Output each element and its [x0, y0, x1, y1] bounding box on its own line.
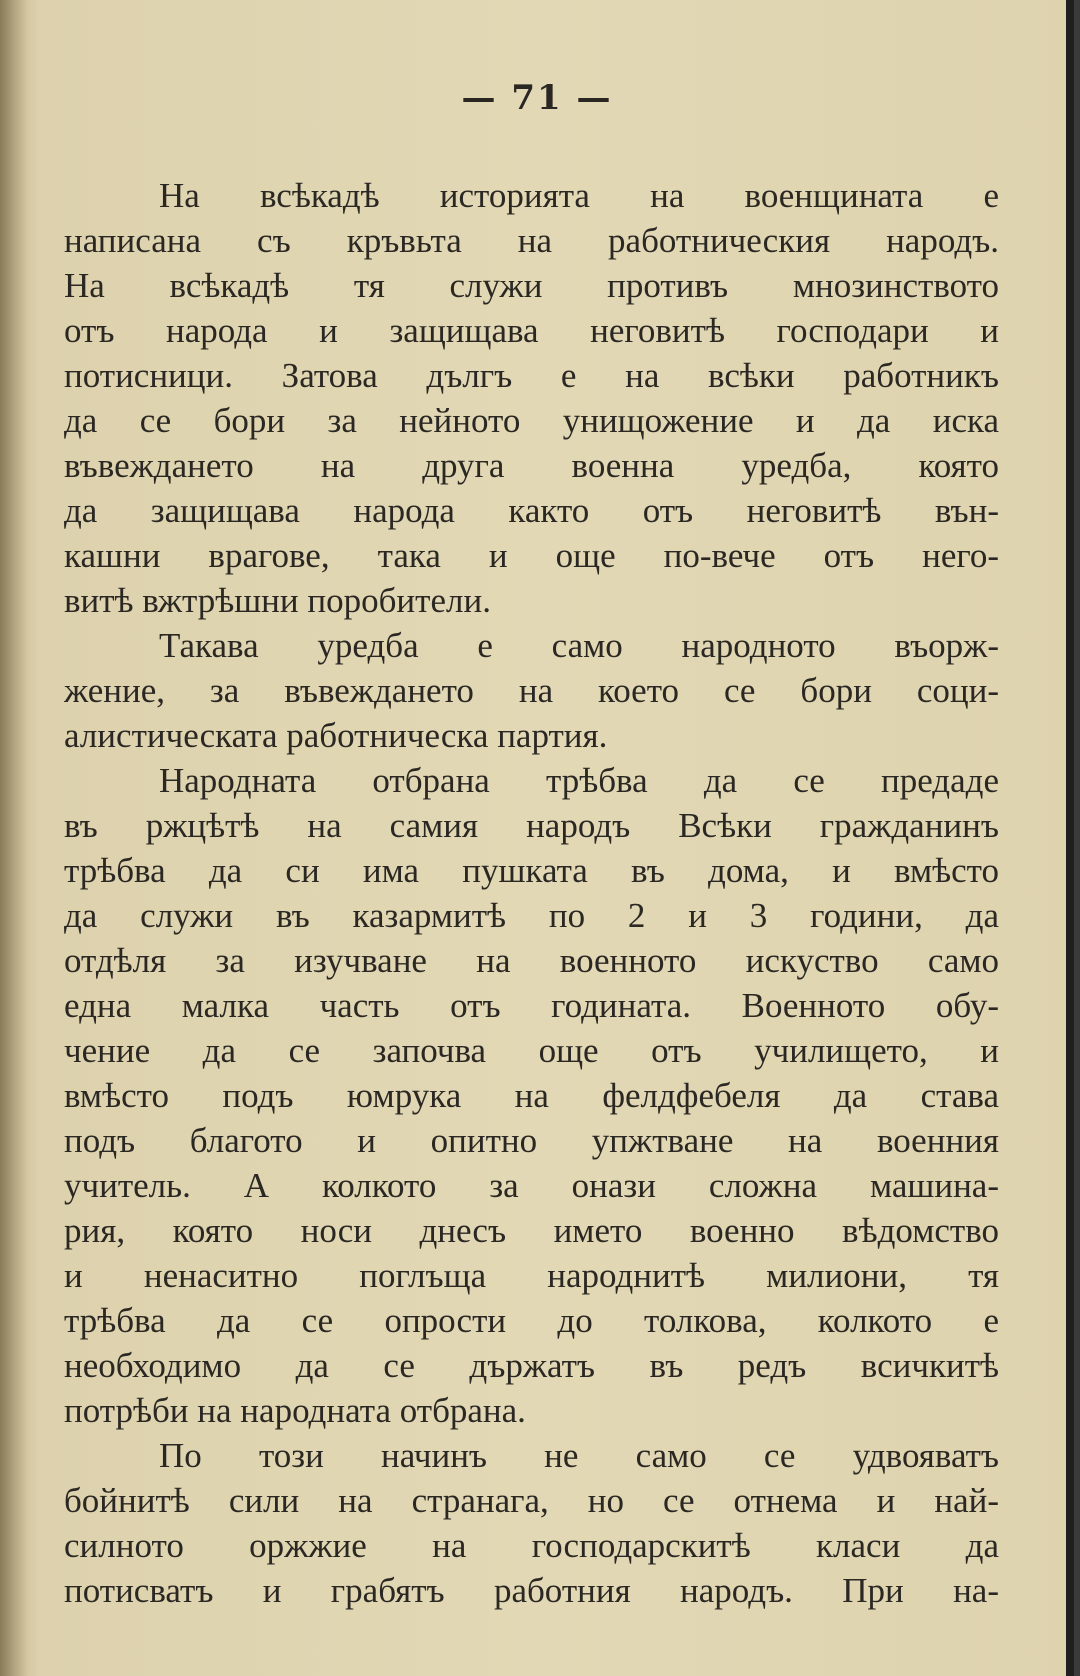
- text-line: На всѣкадѣ историята на военщината е: [159, 176, 999, 215]
- text-line: трѣбва да си има пушката въ дома, и вмѣсто: [64, 851, 999, 890]
- text-line: бойнитѣ сили на странага, но се отнема и най-: [64, 1481, 999, 1520]
- text-line: трѣбва да се опрости до толкова, колкото е: [64, 1301, 999, 1340]
- text-line: отдѣля за изучване на военното искуство само: [64, 941, 999, 980]
- text-line: необходимо да се държатъ въ редъ всичкитѣ: [64, 1346, 999, 1385]
- spine-shadow: [0, 0, 28, 1676]
- page-number: — 71 —: [461, 78, 613, 118]
- text-line: и ненаситно поглъща народнитѣ милиони, тя: [64, 1256, 999, 1295]
- text-line: На всѣкадѣ тя служи противъ мнозинството: [64, 266, 999, 305]
- page-edge: [1066, 0, 1074, 1676]
- text-line: да служи въ казармитѣ по 2 и 3 години, да: [64, 896, 999, 935]
- text-line: жение, за въвеждането на което се бори соци-: [64, 671, 999, 710]
- text-line: вмѣсто подъ юмрука на фелдфебеля да става: [64, 1076, 999, 1115]
- text-line: По този начинъ не само се удвояватъ: [159, 1436, 999, 1475]
- text-line: да защищава народа както отъ неговитѣ вън-: [64, 491, 999, 530]
- text-line: да се бори за нейното унищожение и да иска: [64, 401, 999, 440]
- text-line: витѣ вжтрѣшни поробители.: [64, 581, 491, 620]
- text-line: отъ народа и защищава неговитѣ господари и: [64, 311, 999, 350]
- text-line: потрѣби на народната отбрана.: [64, 1391, 526, 1430]
- text-line: въ ржцѣтѣ на самия народъ Всѣки гражданинъ: [64, 806, 999, 845]
- text-line: подъ благото и опитно упжтване на военния: [64, 1121, 999, 1160]
- text-line: Народната отбрана трѣбва да се предаде: [159, 761, 999, 800]
- text-line: учитель. А колкото за онази сложна машина-: [64, 1166, 999, 1205]
- text-line: една малка часть отъ годината. Военното обу-: [64, 986, 999, 1025]
- text-line: въвеждането на друга военна уредба, която: [64, 446, 999, 485]
- text-line: Такава уредба е само народното въорж-: [159, 626, 999, 665]
- text-line: чение да се започва още отъ училището, и: [64, 1031, 999, 1070]
- text-line: потисници. Затова дългъ е на всѣки работникъ: [64, 356, 999, 395]
- text-line: алистическата работническа партия.: [64, 716, 608, 755]
- text-line: силното оржжие на господарскитѣ класи да: [64, 1526, 999, 1565]
- text-line: потисватъ и грабятъ работния народъ. При на-: [64, 1571, 999, 1610]
- text-line: рия, която носи днесъ името военно вѣдомство: [64, 1211, 999, 1250]
- text-line: написана съ кръвьта на работническия народъ.: [64, 221, 999, 260]
- text-line: кашни врагове, така и още по-вече отъ него-: [64, 536, 999, 575]
- body-text: [64, 173, 999, 1613]
